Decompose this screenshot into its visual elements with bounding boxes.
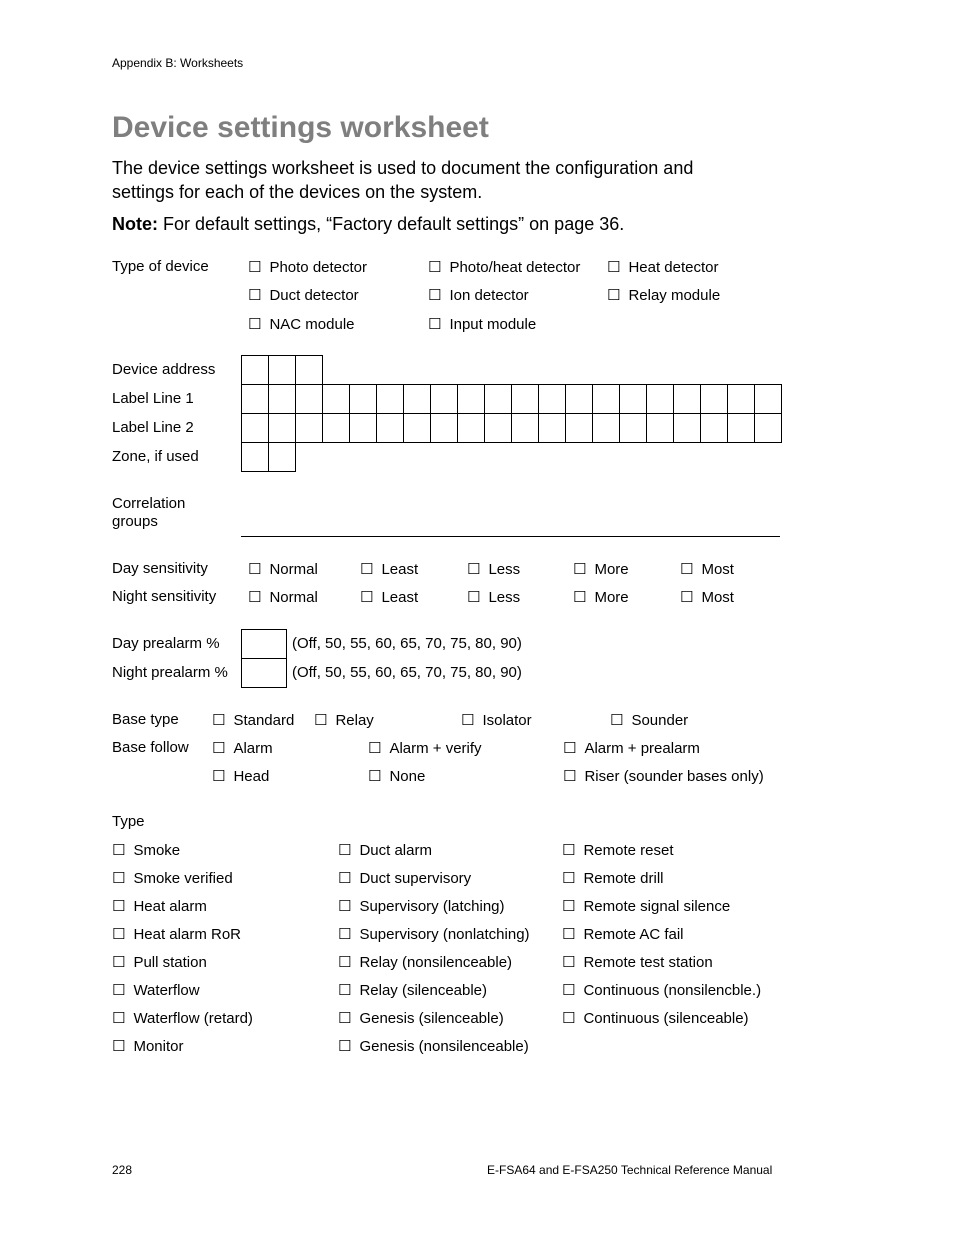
- option-label: Supervisory (latching): [359, 898, 505, 915]
- note: [112, 212, 624, 236]
- character-box[interactable]: [727, 384, 755, 414]
- option-label: Input module: [449, 316, 537, 333]
- checkbox-icon[interactable]: ☐: [248, 561, 262, 578]
- night-sensitivity-option[interactable]: [467, 588, 520, 606]
- character-box[interactable]: [430, 384, 458, 414]
- type-option[interactable]: [562, 897, 730, 915]
- character-box[interactable]: [619, 413, 647, 443]
- option-label: Relay module: [628, 287, 721, 304]
- checkbox-icon[interactable]: ☐: [428, 259, 442, 276]
- character-box[interactable]: [268, 442, 296, 472]
- character-box[interactable]: [295, 355, 323, 385]
- character-box[interactable]: [241, 355, 269, 385]
- option-label: Remote AC fail: [583, 926, 684, 943]
- type-option[interactable]: [562, 981, 761, 999]
- device-address-label: Device address: [112, 361, 216, 378]
- correlation-groups-line[interactable]: [241, 536, 780, 537]
- day-sensitivity-option[interactable]: [680, 560, 734, 578]
- character-box[interactable]: [754, 413, 782, 443]
- character-box[interactable]: [673, 384, 701, 414]
- character-box[interactable]: [754, 384, 782, 414]
- option-label: NAC module: [269, 316, 355, 333]
- option-label: Duct supervisory: [359, 870, 472, 887]
- checkbox-icon[interactable]: ☐: [562, 842, 576, 859]
- checkbox-icon[interactable]: ☐: [212, 740, 226, 757]
- base-follow-option[interactable]: [368, 739, 482, 757]
- option-label: Most: [701, 561, 734, 578]
- checkbox-icon[interactable]: ☐: [680, 561, 694, 578]
- base-type-option[interactable]: [461, 711, 532, 729]
- checkbox-icon[interactable]: ☐: [360, 589, 374, 606]
- character-box[interactable]: [727, 413, 755, 443]
- checkbox-icon[interactable]: ☐: [338, 1010, 352, 1027]
- checkbox-icon[interactable]: ☐: [562, 982, 576, 999]
- base-follow-option[interactable]: [212, 767, 269, 785]
- device-type-option[interactable]: [248, 286, 359, 304]
- type-option[interactable]: [338, 981, 487, 999]
- checkbox-icon[interactable]: ☐: [338, 926, 352, 943]
- character-box[interactable]: [295, 384, 323, 414]
- correlation-label-2: groups: [112, 513, 158, 530]
- type-option[interactable]: [562, 953, 713, 971]
- type-option[interactable]: [338, 897, 505, 915]
- night-sensitivity-option[interactable]: [360, 588, 418, 606]
- character-box[interactable]: [592, 413, 620, 443]
- label-line-2-boxes[interactable]: [241, 413, 782, 443]
- running-header: Appendix B: Worksheets: [112, 56, 244, 70]
- option-label: Pull station: [133, 954, 207, 971]
- option-label: More: [594, 561, 629, 578]
- base-follow-option[interactable]: [212, 739, 273, 757]
- option-label: Waterflow: [133, 982, 200, 999]
- type-option[interactable]: [112, 897, 207, 915]
- checkbox-icon[interactable]: ☐: [562, 870, 576, 887]
- type-option[interactable]: [112, 1009, 253, 1027]
- character-box[interactable]: [376, 413, 404, 443]
- option-label: Alarm: [233, 740, 273, 757]
- day-prealarm-label: Day prealarm %: [112, 635, 220, 652]
- checkbox-icon[interactable]: ☐: [212, 712, 226, 729]
- option-label: Continuous (silenceable): [583, 1010, 749, 1027]
- checkbox-icon[interactable]: ☐: [338, 954, 352, 971]
- character-box[interactable]: [646, 413, 674, 443]
- character-box[interactable]: [700, 384, 728, 414]
- character-box[interactable]: [268, 355, 296, 385]
- checkbox-icon[interactable]: ☐: [112, 1038, 126, 1055]
- base-follow-label: Base follow: [112, 739, 189, 756]
- character-box[interactable]: [295, 413, 323, 443]
- option-label: Least: [381, 589, 419, 606]
- checkbox-icon[interactable]: ☐: [461, 712, 475, 729]
- base-follow-option[interactable]: [563, 767, 764, 785]
- base-follow-option[interactable]: [368, 767, 425, 785]
- base-type-option[interactable]: [212, 711, 294, 729]
- option-label: Duct detector: [269, 287, 359, 304]
- type-option[interactable]: [112, 925, 241, 943]
- character-box[interactable]: [700, 413, 728, 443]
- option-label: Duct alarm: [359, 842, 432, 859]
- checkbox-icon[interactable]: ☐: [314, 712, 328, 729]
- character-box[interactable]: [673, 413, 701, 443]
- night-prealarm-values: (Off, 50, 55, 60, 65, 70, 75, 80, 90): [292, 664, 522, 681]
- night-sensitivity-option[interactable]: [680, 588, 734, 606]
- option-label: Continuous (nonsilencble.): [583, 982, 762, 999]
- character-box[interactable]: [457, 413, 485, 443]
- option-label: Isolator: [482, 712, 532, 729]
- checkbox-icon[interactable]: ☐: [338, 842, 352, 859]
- option-label: Normal: [269, 561, 318, 578]
- option-label: Relay (silenceable): [359, 982, 488, 999]
- character-box[interactable]: [241, 442, 269, 472]
- day-sensitivity-option[interactable]: [573, 560, 629, 578]
- day-sensitivity-option[interactable]: [467, 560, 520, 578]
- character-box[interactable]: [268, 384, 296, 414]
- label-line-1-label: Label Line 1: [112, 390, 194, 407]
- base-type-option[interactable]: [314, 711, 374, 729]
- checkbox-icon[interactable]: ☐: [607, 259, 621, 276]
- checkbox-icon[interactable]: ☐: [248, 259, 262, 276]
- checkbox-icon[interactable]: ☐: [467, 589, 481, 606]
- device-type-option[interactable]: [607, 258, 719, 276]
- option-label: Smoke verified: [133, 870, 233, 887]
- option-label: Least: [381, 561, 419, 578]
- option-label: Alarm + verify: [389, 740, 482, 757]
- checkbox-icon[interactable]: ☐: [112, 1010, 126, 1027]
- note-text: For default settings, “Factory default settings” on page 36.: [158, 214, 625, 234]
- manual-title: E-FSA64 and E-FSA250 Technical Reference Manual: [487, 1163, 773, 1177]
- character-box[interactable]: [241, 384, 269, 414]
- option-label: Ion detector: [449, 287, 529, 304]
- day-prealarm-values: (Off, 50, 55, 60, 65, 70, 75, 80, 90): [292, 635, 522, 652]
- type-option[interactable]: [338, 869, 471, 887]
- checkbox-icon[interactable]: ☐: [563, 768, 577, 785]
- checkbox-icon[interactable]: ☐: [467, 561, 481, 578]
- checkbox-icon[interactable]: ☐: [112, 926, 126, 943]
- character-box[interactable]: [403, 413, 431, 443]
- option-label: Less: [488, 589, 521, 606]
- zone-boxes[interactable]: [241, 442, 296, 472]
- type-option[interactable]: [338, 1009, 504, 1027]
- option-label: Normal: [269, 589, 318, 606]
- device-address-boxes[interactable]: [241, 355, 323, 385]
- checkbox-icon[interactable]: ☐: [563, 740, 577, 757]
- type-option[interactable]: [338, 953, 512, 971]
- option-label: Sounder: [631, 712, 689, 729]
- character-box[interactable]: [322, 413, 350, 443]
- type-option[interactable]: [338, 925, 530, 943]
- day-sensitivity-option[interactable]: [248, 560, 318, 578]
- label-line-2-label: Label Line 2: [112, 419, 194, 436]
- option-label: Remote reset: [583, 842, 674, 859]
- option-label: Waterflow (retard): [133, 1010, 253, 1027]
- type-of-device-label: Type of device: [112, 258, 209, 275]
- character-box[interactable]: [538, 384, 566, 414]
- checkbox-icon[interactable]: ☐: [562, 898, 576, 915]
- checkbox-icon[interactable]: ☐: [607, 287, 621, 304]
- option-label: Standard: [233, 712, 295, 729]
- night-sensitivity-label: Night sensitivity: [112, 588, 217, 605]
- option-label: Remote signal silence: [583, 898, 731, 915]
- character-box[interactable]: [430, 413, 458, 443]
- option-label: Genesis (silenceable): [359, 1010, 504, 1027]
- character-box[interactable]: [376, 384, 404, 414]
- checkbox-icon[interactable]: ☐: [562, 926, 576, 943]
- device-type-option[interactable]: [428, 258, 580, 276]
- type-option[interactable]: [562, 869, 663, 887]
- character-box[interactable]: [268, 413, 296, 443]
- checkbox-icon[interactable]: ☐: [573, 561, 587, 578]
- note-label: Note:: [112, 214, 158, 234]
- option-label: Heat alarm: [133, 898, 207, 915]
- device-type-option[interactable]: [428, 286, 529, 304]
- character-box[interactable]: [484, 413, 512, 443]
- character-box[interactable]: [484, 384, 512, 414]
- night-prealarm-label: Night prealarm %: [112, 664, 228, 681]
- day-prealarm-box[interactable]: [241, 629, 287, 659]
- type-option[interactable]: [562, 1009, 749, 1027]
- option-label: Remote drill: [583, 870, 664, 887]
- option-label: Remote test station: [583, 954, 713, 971]
- option-label: Relay: [335, 712, 374, 729]
- type-option[interactable]: [112, 981, 200, 999]
- correlation-label-1: Correlation: [112, 495, 186, 512]
- character-box[interactable]: [565, 413, 593, 443]
- checkbox-icon[interactable]: ☐: [112, 982, 126, 999]
- option-label: Heat alarm RoR: [133, 926, 241, 943]
- checkbox-icon[interactable]: ☐: [212, 768, 226, 785]
- intro-line-1: The device settings worksheet is used to document the configuration and: [112, 158, 694, 178]
- checkbox-icon[interactable]: ☐: [610, 712, 624, 729]
- checkbox-icon[interactable]: ☐: [112, 842, 126, 859]
- type-option[interactable]: [112, 841, 180, 859]
- type-option[interactable]: [112, 869, 233, 887]
- checkbox-icon[interactable]: ☐: [368, 768, 382, 785]
- type-option[interactable]: [338, 1037, 529, 1055]
- checkbox-icon[interactable]: ☐: [248, 316, 262, 333]
- character-box[interactable]: [241, 413, 269, 443]
- character-box[interactable]: [349, 384, 377, 414]
- option-label: Photo/heat detector: [449, 259, 581, 276]
- checkbox-icon[interactable]: ☐: [112, 898, 126, 915]
- option-label: Genesis (nonsilenceable): [359, 1038, 529, 1055]
- type-label: Type: [112, 813, 145, 830]
- option-label: Alarm + prealarm: [584, 740, 700, 757]
- option-label: More: [594, 589, 629, 606]
- character-box[interactable]: [457, 384, 485, 414]
- type-option[interactable]: [338, 841, 432, 859]
- option-label: Smoke: [133, 842, 181, 859]
- character-box[interactable]: [565, 384, 593, 414]
- option-label: Supervisory (nonlatching): [359, 926, 530, 943]
- type-option[interactable]: [112, 1037, 183, 1055]
- night-sensitivity-option[interactable]: [573, 588, 629, 606]
- character-box[interactable]: [619, 384, 647, 414]
- base-type-label: Base type: [112, 711, 179, 728]
- character-box[interactable]: [511, 384, 539, 414]
- day-sensitivity-label: Day sensitivity: [112, 560, 208, 577]
- checkbox-icon[interactable]: ☐: [338, 982, 352, 999]
- option-label: None: [389, 768, 426, 785]
- option-label: Most: [701, 589, 734, 606]
- checkbox-icon[interactable]: ☐: [680, 589, 694, 606]
- checkbox-icon[interactable]: ☐: [248, 589, 262, 606]
- base-type-option[interactable]: [610, 711, 688, 729]
- checkbox-icon[interactable]: ☐: [338, 898, 352, 915]
- checkbox-icon[interactable]: ☐: [573, 589, 587, 606]
- type-option[interactable]: [562, 841, 674, 859]
- label-line-1-boxes[interactable]: [241, 384, 782, 414]
- option-label: Photo detector: [269, 259, 368, 276]
- checkbox-icon[interactable]: ☐: [112, 870, 126, 887]
- character-box[interactable]: [646, 384, 674, 414]
- night-prealarm-box[interactable]: [241, 658, 287, 688]
- option-label: Less: [488, 561, 521, 578]
- device-type-option[interactable]: [248, 315, 355, 333]
- character-box[interactable]: [511, 413, 539, 443]
- checkbox-icon[interactable]: ☐: [112, 954, 126, 971]
- base-follow-option[interactable]: [563, 739, 700, 757]
- option-label: Head: [233, 768, 270, 785]
- page-title: Device settings worksheet: [112, 111, 489, 144]
- option-label: Heat detector: [628, 259, 719, 276]
- night-sensitivity-option[interactable]: [248, 588, 318, 606]
- device-type-option[interactable]: [248, 258, 367, 276]
- option-label: Relay (nonsilenceable): [359, 954, 513, 971]
- device-type-option[interactable]: [607, 286, 720, 304]
- checkbox-icon[interactable]: ☐: [360, 561, 374, 578]
- checkbox-icon[interactable]: ☐: [338, 1038, 352, 1055]
- character-box[interactable]: [592, 384, 620, 414]
- type-option[interactable]: [562, 925, 684, 943]
- checkbox-icon[interactable]: ☐: [368, 740, 382, 757]
- device-type-option[interactable]: [428, 315, 536, 333]
- checkbox-icon[interactable]: ☐: [248, 287, 262, 304]
- checkbox-icon[interactable]: ☐: [338, 870, 352, 887]
- checkbox-icon[interactable]: ☐: [428, 316, 442, 333]
- option-label: Riser (sounder bases only): [584, 768, 764, 785]
- character-box[interactable]: [538, 413, 566, 443]
- page-number: 228: [112, 1163, 133, 1177]
- character-box[interactable]: [403, 384, 431, 414]
- option-label: Monitor: [133, 1038, 184, 1055]
- zone-label: Zone, if used: [112, 448, 199, 465]
- checkbox-icon[interactable]: ☐: [428, 287, 442, 304]
- checkbox-icon[interactable]: ☐: [562, 1010, 576, 1027]
- type-option[interactable]: [112, 953, 207, 971]
- character-box[interactable]: [349, 413, 377, 443]
- character-box[interactable]: [322, 384, 350, 414]
- checkbox-icon[interactable]: ☐: [562, 954, 576, 971]
- day-sensitivity-option[interactable]: [360, 560, 418, 578]
- intro-line-2: settings for each of the devices on the system.: [112, 182, 483, 202]
